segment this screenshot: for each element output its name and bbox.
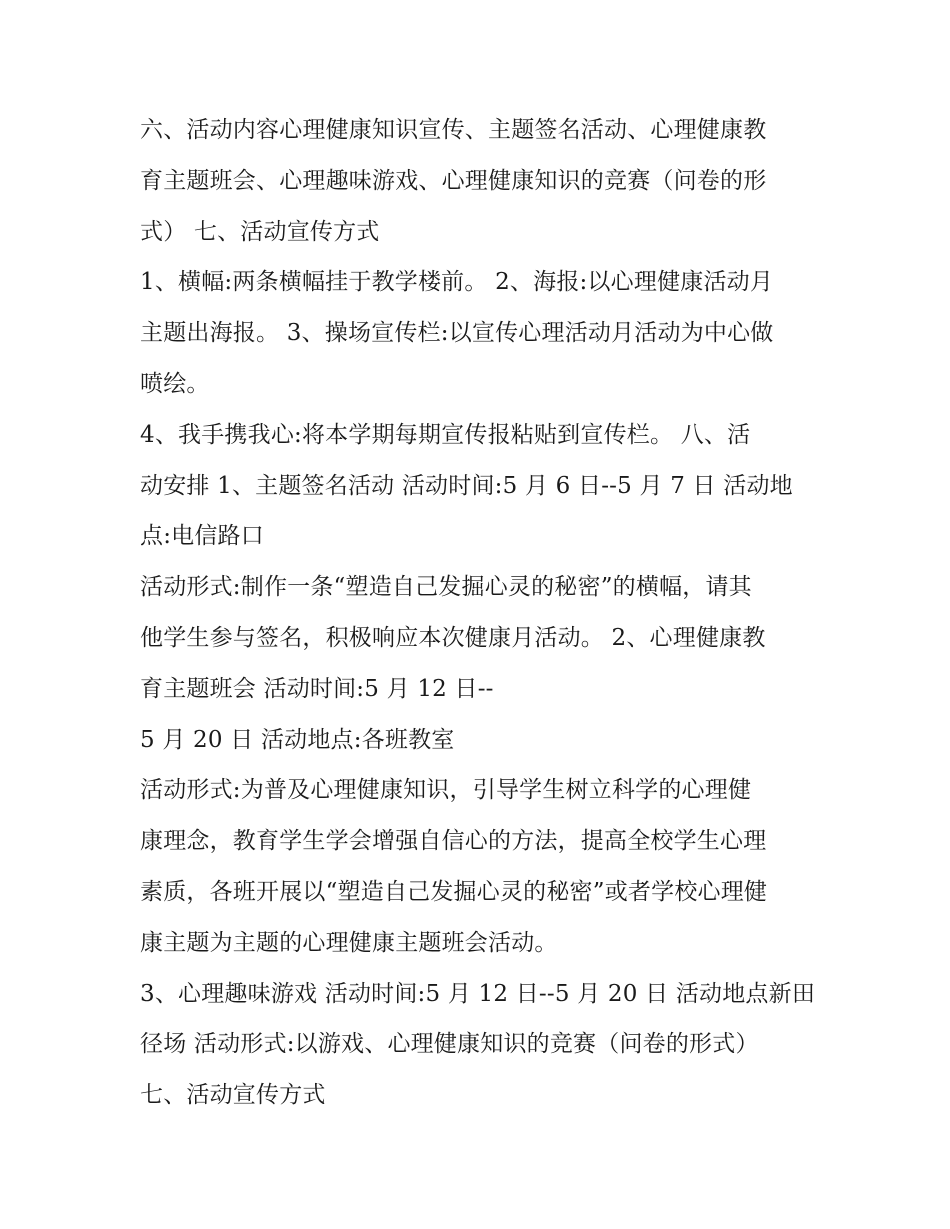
text-line: 5 月 20 日 活动地点:各班教室 — [140, 726, 455, 753]
text-line: 康主题为主题的心理健康主题班会活动。 — [140, 929, 558, 956]
text-line: 动安排 1、主题签名活动 活动时间:5 月 6 日--5 月 7 日 活动地 — [140, 472, 793, 499]
text-line: 3、心理趣味游戏 活动时间:5 月 12 日--5 月 20 日 活动地点新田 — [140, 980, 816, 1007]
text-line: 点:电信路口 — [140, 523, 264, 550]
text-line: 径场 活动形式:以游戏、心理健康知识的竞赛（问卷的形式） — [140, 1031, 759, 1058]
text-line: 1、横幅:两条横幅挂于教学楼前。 2、海报:以心理健康活动月 — [140, 269, 774, 296]
text-line: 六、活动内容心理健康知识宣传、主题签名活动、心理健康教 — [140, 117, 767, 143]
text-line: 康理念，教育学生学会增强自信心的方法，提高全校学生心理 — [140, 828, 767, 855]
text-line: 4、我手携我心:将本学期每期宣传报粘贴到宣传栏。 八、活 — [140, 421, 751, 448]
text-line: 育主题班会 活动时间:5 月 12 日-- — [140, 675, 494, 702]
text-line: 七、活动宣传方式 — [140, 1082, 326, 1109]
text-line: 活动形式:制作一条“塑造自己发掘心灵的秘密”的横幅，请其 — [140, 574, 752, 601]
text-line: 素质，各班开展以“塑造自己发掘心灵的秘密”或者学校心理健 — [140, 878, 768, 905]
text-line: 式） 七、活动宣传方式 — [140, 218, 380, 245]
text-line: 喷绘。 — [140, 370, 210, 397]
text-line: 主题出海报。 3、操场宣传栏:以宣传心理活动月活动为中心做 — [140, 320, 774, 347]
text-line: 育主题班会、心理趣味游戏、心理健康知识的竞赛（问卷的形 — [140, 167, 767, 194]
text-line: 他学生参与签名，积极响应本次健康月活动。 2、心理健康教 — [140, 624, 766, 651]
document-body — [140, 105, 820, 1121]
text-line: 活动形式:为普及心理健康知识，引导学生树立科学的心理健 — [140, 777, 752, 804]
